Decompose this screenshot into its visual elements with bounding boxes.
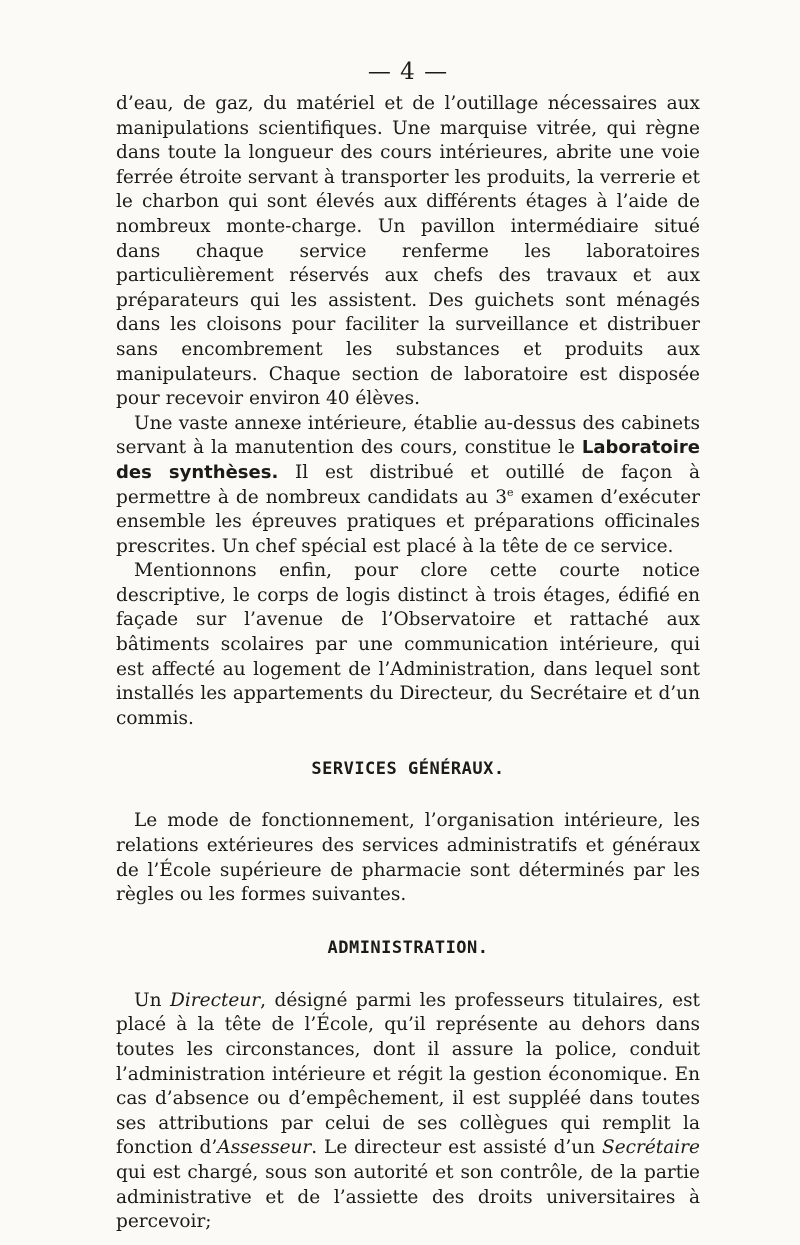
admin-term-assesseur: Assesseur — [217, 1137, 312, 1159]
paragraph-administration — [116, 989, 700, 1235]
synthesis-lab-text-2: Il est distribué et outillé de façon à permettre à de nombreux candidats au 3 — [116, 461, 700, 508]
paragraph-synthesis-lab — [116, 412, 700, 560]
heading-administration: ADMINISTRATION. — [327, 937, 489, 958]
paragraph-general-services: Le mode de fonctionnement, l’organisation intérieure, les relations extérieures des services administratifs et généraux de l’École supérieure de pharmacie sont déterminés par les règles ou les formes suivantes. — [116, 810, 700, 906]
admin-term-directeur: Directeur — [170, 989, 261, 1011]
synthesis-lab-text-3: examen d’exécuter ensemble les épreuves pratiques et préparations officinales prescrites. Un chef spécial est placé à la tête de ce service. — [116, 486, 701, 557]
admin-text-4: qui est chargé, sous son autorité et son contrôle, de la partie administrative et de l’assiette des droits universitaires à percevoir; — [116, 1161, 700, 1233]
paragraph-facilities: d’eau, de gaz, du matériel et de l’outillage nécessaires aux manipulations scientifiques. Une marquise vitrée, qui règne dans toute la longueur des cours intérieures, abrite une voie ferrée étroite servant à transporter les produits, la verrerie et le charbon qui sont élevés aux différents étages à l’aide de nombreux monte-charge. Un pavillon intermédiaire situé dans chaque service renferme les laboratoires particulièrement réservés aux chefs des travaux et aux préparateurs qui les assistent. Des guichets sont ménagés dans les cloisons pour faciliter la surveillance et distribuer sans encombrement les substances et produits aux manipulateurs. Chaque section de laboratoire est disposée pour recevoir environ 40 élèves. — [116, 93, 700, 410]
ordinal-superscript: e — [507, 485, 514, 499]
heading-general-services: SERVICES GÉNÉRAUX. — [311, 759, 505, 780]
admin-text-2: , désigné parmi les professeurs titulaires, est placé à la tête de l’École, qu’il représente au dehors dans toutes les circonstances, dont il assure la police, conduit l’administration intérieure et régit la gestion économique. En cas d’absence ou d’empêchement, il est suppléé dans toutes ses attributions par celui de ses collègues qui remplit la fonction d’ — [116, 989, 700, 1159]
page-number: — 4 — — [367, 59, 449, 85]
admin-text-3: . Le directeur est assisté d’un — [311, 1137, 603, 1159]
synthesis-lab-title: Laboratoire des synthèses. — [116, 437, 700, 483]
admin-text-1: Un — [134, 989, 171, 1011]
synthesis-lab-text-1: Une vaste annexe intérieure, établie au-dessus des cabinets servant à la manutention des cours, constitue le — [116, 412, 700, 459]
paragraph-residence: Mentionnons enfin, pour clore cette courte notice descriptive, le corps de logis distinct à trois étages, édifié en façade sur l’avenue de l’Observatoire et rattaché aux bâtiments scolaires par une communication intérieure, qui est affecté au logement de l’Administration, dans lequel sont installés les appartements du Directeur, du Secrétaire et d’un commis. — [116, 560, 700, 729]
admin-term-secretaire: Secrétaire — [602, 1137, 700, 1159]
